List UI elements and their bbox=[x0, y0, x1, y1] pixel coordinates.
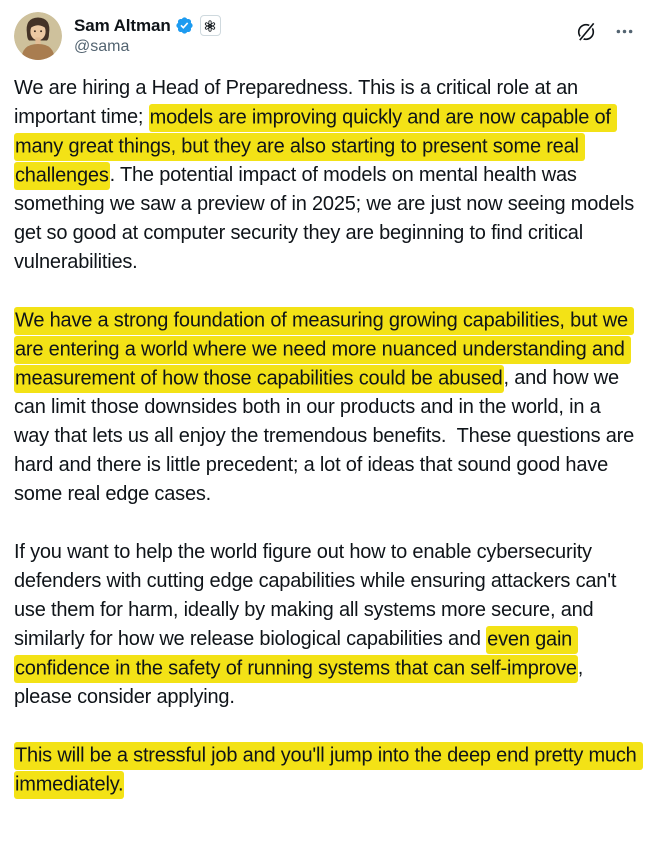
tweet-paragraph bbox=[14, 741, 642, 799]
avatar[interactable] bbox=[14, 12, 62, 60]
tweet-paragraph bbox=[14, 306, 640, 509]
text-segment: , and how we can limit those downsides both in our products and in the world, in a way that lets us all enjoy the tremendous benefits. These questions are hard and there is little precedent; a lot of ideas that sound good have some real edge cases. bbox=[14, 367, 640, 505]
ellipsis-icon bbox=[614, 21, 635, 42]
grok-actions-button[interactable] bbox=[575, 20, 598, 43]
display-name[interactable]: Sam Altman bbox=[74, 15, 171, 35]
tweet-text bbox=[14, 74, 642, 799]
highlighted-text: models are improving quickly and are now capable of many great things, but they are also starting to present some real challenges bbox=[14, 104, 617, 190]
text-segment: If you want to help the world figure out how to enable cybersecurity defenders with cutting edge capabilities while ensuring attackers can't use them for harm, ideally by making all systems more secure, and similarly for how we release biological capabilities and bbox=[14, 541, 622, 650]
text-segment: . The potential impact of models on mental health was something we saw a preview of in 2025; we are just now seeing models get so good at computer security they are beginning to find critical vulnerabilities. bbox=[14, 164, 640, 273]
verified-badge-icon bbox=[175, 16, 194, 35]
openai-affiliation-badge[interactable] bbox=[200, 15, 221, 36]
highlighted-text: even gain confidence in the safety of running systems that can self-improve bbox=[14, 626, 578, 683]
openai-logo-icon bbox=[203, 19, 217, 33]
text-segment: , please consider applying. bbox=[14, 657, 589, 708]
user-handle[interactable]: @sama bbox=[74, 38, 130, 55]
identity-block bbox=[74, 12, 221, 56]
highlighted-text: This will be a stressful job and you'll jump into the deep end pretty much immediately. bbox=[14, 742, 643, 799]
text-segment: We are hiring a Head of Preparedness. This is a critical role at an important time; bbox=[14, 77, 584, 128]
tweet-header bbox=[14, 12, 637, 60]
header-actions bbox=[575, 12, 637, 43]
highlighted-text: We have a strong foundation of measuring growing capabilities, but we are entering a world where we need more nuanced understanding and measurement of how those capabilities could be abused bbox=[14, 307, 634, 393]
name-row bbox=[74, 15, 221, 36]
more-options-button[interactable] bbox=[614, 21, 635, 42]
grok-icon bbox=[575, 20, 598, 43]
tweet-paragraph bbox=[14, 538, 637, 712]
tweet-paragraph bbox=[14, 74, 640, 277]
avatar-illustration bbox=[14, 12, 62, 60]
